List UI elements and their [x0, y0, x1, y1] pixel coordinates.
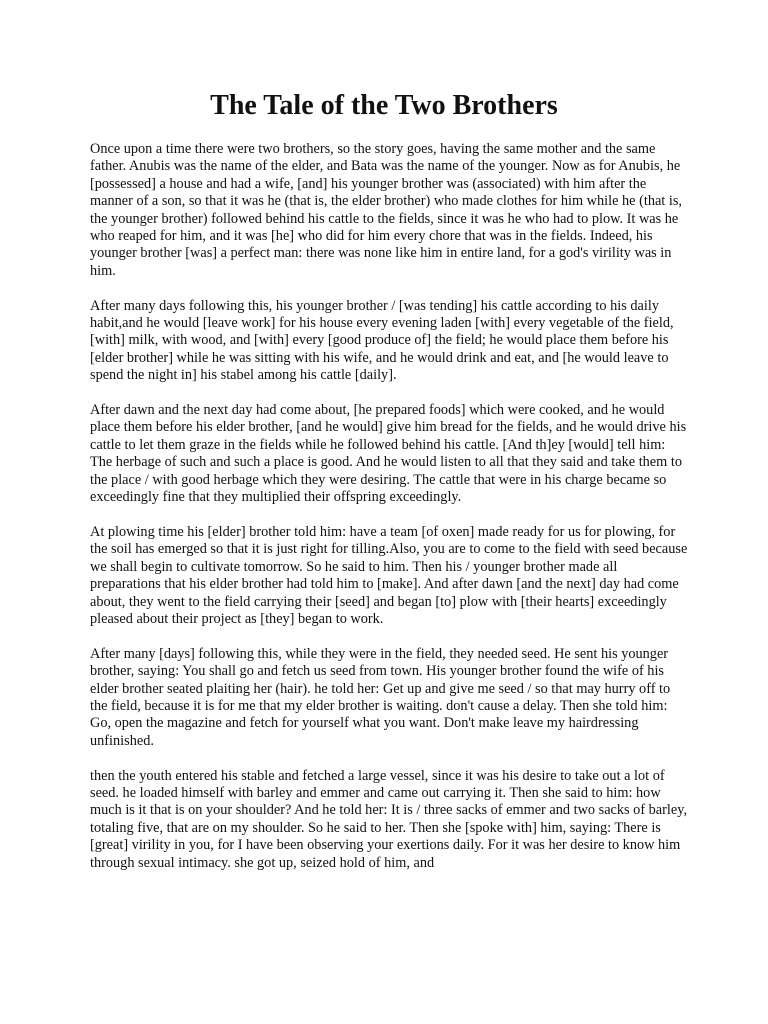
- paragraph: After many days following this, his younger brother / [was tending] his cattle according to his daily habit,and he would [leave work] for his house every evening laden [with] every vegetable of the field, [with] milk, with wood, and [with] every [good produce of] the field; he would place them before his [elder brother] while he was sitting with his wife, and he would drink and eat, and [he would leave to spend the night in] his stabel among his cattle [daily].: [90, 297, 674, 384]
- document-body: [90, 141, 690, 889]
- paragraph: At plowing time his [elder] brother told him: have a team [of oxen] made ready for us for plowing, for the soil has emerged so that it is just right for tilling.Also, you are to come to the field with seed because we shall begin to cultivate tomorrow. So he said to him. Then his / younger brother made all preparations that his elder brother had told him to [make]. And after dawn [and the next] day had come about, they went to the field carrying their [seed] and began [to] plow with [their hearts] exceedingly pleased about their project as [they] began to work.: [90, 523, 688, 627]
- page-title: The Tale of the Two Brothers: [210, 90, 558, 121]
- paragraph: then the youth entered his stable and fetched a large vessel, since it was his desire to take out a lot of seed. he loaded himself with barley and emmer and came out carrying it. Then she said to him: how much is it that is on your shoulder? And he told her: It is / three sacks of emmer and two sacks of barley, totaling five, that are on my shoulder. So he said to her. Then she [spoke with] him, saying: There is [great] virility in you, for I have been observing your exertions daily. For it was her desire to know him through sexual intimacy. she got up, seized hold of him, and: [90, 767, 688, 871]
- paragraph: After dawn and the next day had come about, [he prepared foods] which were cooked, and he would place them before his elder brother, [and he would] give him bread for the fields, and he would drive his cattle to let them graze in the fields while he followed behind his cattle. [And th]ey [would] tell him: The herbage of such and such a place is good. And he would listen to all that they said and take them to the place / with good herbage which they were desiring. The cattle that were in his charge became so exceedingly fine that they multiplied their offspring exceedingly.: [90, 402, 687, 506]
- paragraph: Once upon a time there were two brothers, so the story goes, having the same mother and the same father. Anubis was the name of the elder, and Bata was the name of the younger. Now as for Anubis, he [possessed] a house and had a wife, [and] his younger brother was (associated) with him after the manner of a son, so that it was he (that is, the elder brother) who made clothes for him while he (that is, the younger brother) followed behind his cattle to the fields, since it was he who had to plow. It was he who reaped for him, and it was [he] who did for him every chore that was in the fields. Indeed, his younger brother [was] a perfect man: there was none like him in entire land, for a god's virility was in him.: [90, 141, 682, 279]
- paragraph: After many [days] following this, while they were in the field, they needed seed. He sent his younger brother, saying: You shall go and fetch us seed from town. His younger brother found the wife of his elder brother seated plaiting her (hair). he told her: Get up and give me seed / so that may hurry off to the field, because it is for me that my elder brother is waiting. don't cause a delay. Then she told him: Go, open the magazine and fetch for yourself what you want. Don't make leave my hairdressing unfinished.: [90, 645, 671, 749]
